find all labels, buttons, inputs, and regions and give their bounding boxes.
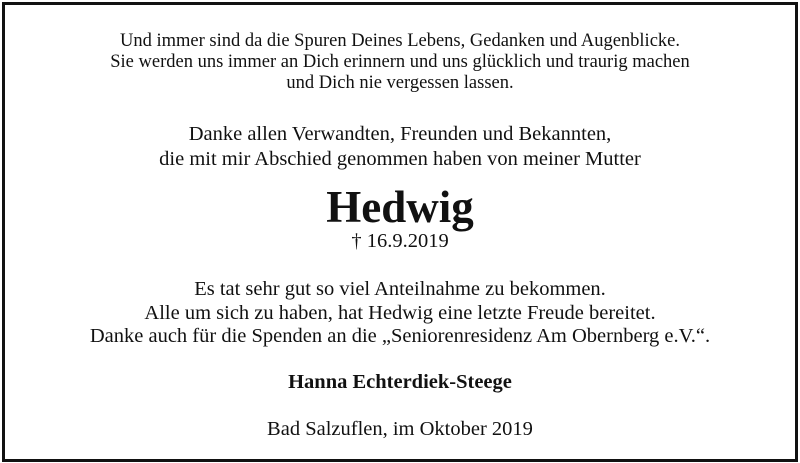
message-line-2: Alle um sich zu haben, hat Hedwig eine letzte Freude bereitet. (144, 301, 656, 324)
thanks-text (5, 122, 795, 172)
message-text (5, 278, 795, 349)
message-line-1: Es tat sehr gut so viel Anteilnahme zu bekommen. (194, 278, 606, 300)
intro-line-1: Und immer sind da die Spuren Deines Lebens, Gedanken und Augenblicke. (119, 31, 680, 51)
thanks-line-1: Danke allen Verwandten, Freunden und Bekannten, (188, 123, 612, 145)
message-line-3: Danke auch für die Spenden an die „Seniorenresidenz Am Obernberg e.V.“. (89, 325, 711, 347)
intro-line-2: Sie werden uns immer an Dich erinnern und uns glücklich und traurig machen (110, 52, 690, 72)
place-and-date: Bad Salzuflen, im Oktober 2019 (267, 418, 533, 440)
intro-line-3: und Dich nie vergessen lassen. (286, 73, 514, 93)
intro-poem (5, 31, 795, 94)
deceased-name: Hedwig (326, 182, 474, 232)
signature: Hanna Echterdiek-Steege (288, 371, 512, 393)
death-date: † 16.9.2019 (351, 230, 449, 252)
thanks-line-2: die mit mir Abschied genommen haben von meiner Mutter (159, 148, 641, 170)
notice-frame (2, 2, 798, 462)
